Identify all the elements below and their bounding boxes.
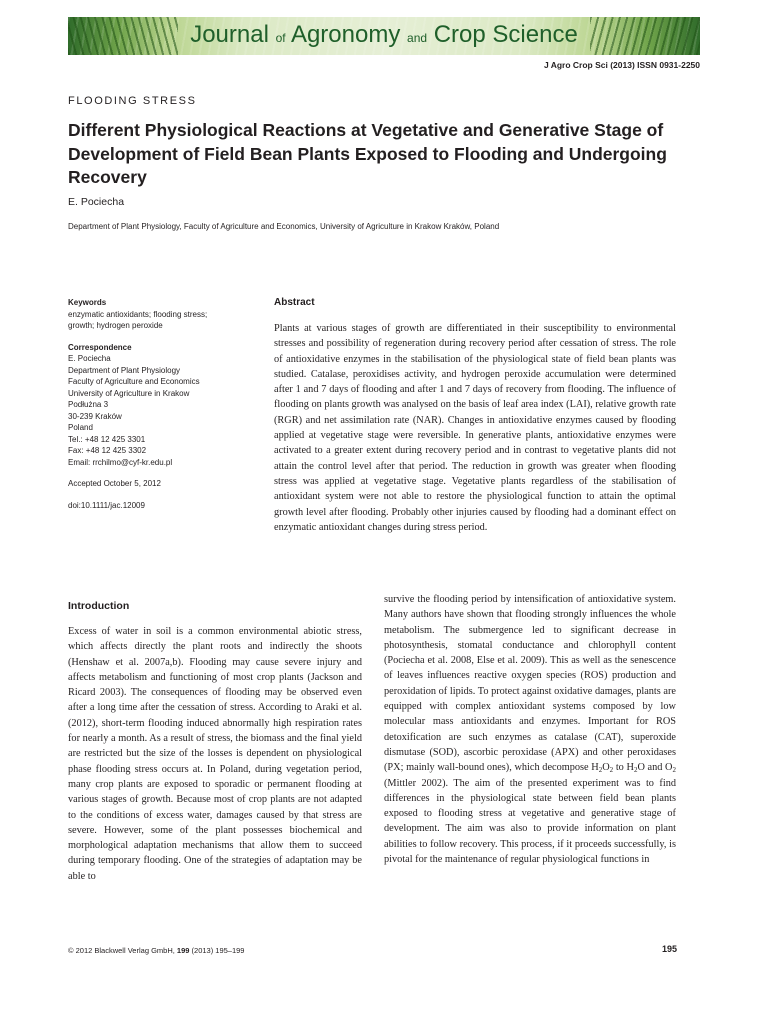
journal-issn: J Agro Crop Sci (2013) ISSN 0931-2250 (543, 60, 700, 70)
section-label: FLOODING STRESS (68, 95, 197, 107)
abstract-heading: Abstract (274, 297, 315, 308)
journal-banner (68, 17, 700, 55)
correspondence-line: Podłużna 3 (68, 400, 109, 409)
introduction-column-2: survive the flooding period by intensification of antioxidative system. Many authors have shown that flooding strongly influences the whole metabolism. The submergence led to significant decrease in photosynthesis, stomatal conductance and chlorophyll content (Pociecha et al. 2008, Else et al. 2009). This as well as the senescence of leaves influences reactive oxygen species (ROS) production and peroxidation of lipids. To protect against oxidative damages, plants are equipped with complex antioxidant systems composed by low molecular mass antioxidants and enzymes. Important for ROS detoxification are such enzymes as catalase (CAT), superoxide dismutase (SOD), ascorbic peroxidase (APX) and other peroxidases (PX; mainly wall-bound ones), which decompose $H_2O_2$ to $H_2O$ and $O_2$ (Mittler 2002). The aim of the presented experiment was to find differences in the physiological state between field bean plants exposed to flooding stress at vegetative and generative stage of development. The aim was also to provide information on plant abilities to follow recovery. This process, if it proceeds successfully, is pivotal for the maintenance of regular physiological functions in (384, 594, 676, 866)
correspondence-line: E. Pociecha (68, 354, 111, 363)
accepted-date: Accepted October 5, 2012 (68, 479, 161, 488)
introduction-column-1: Excess of water in soil is a common environmental abiotic stress, which affects directly the plant roots and indirectly the shoots (Henshaw et al. 2007a,b). Flooding may cause severe injury and affects metabolism and functioning of most crop plants (Jackson and Ricard 2003). The consequences of flooding may be observed even after a long time after the cessation of stress. According to Araki et al. (2012), short-term flooding induced abnormally high respiration rates for nearly a month. As a result of stress, the biomass and the final yield are restricted but the size of the losses is dependent on physiological phase flooding stress occurs at. In Poland, during vegetation period, many crop plants are exposed to sporadic or permanent flooding at various stages of growth. Because most of crop plants are not adapted to the conditions of excess water, damages caused by that stress are severe. However, some of the plant possesses biochemical and morphological adaptation mechanisms that allow them to succeed during temporary flooding. One of the strategies of adaptation may be able to (68, 626, 362, 882)
abstract-text: Plants at various stages of growth are differentiated in their susceptibility to environmental stresses and possibility of regeneration during recovery period after cessation of stress. The role of antioxidative enzymes in the stabilisation of the physiological state of field bean plants was studied. Catalase, peroxidises activity, and hydrogen peroxide accumulation were determined after 1 and 7 days of flooding and after 1 and 7 days of recovery from flooding. The influence of flooding on plants growth was analysed on the basis of leaf area index (LAI), relative growth rate (RGR) and net assimilation rate (NAR). Changes in antioxidative enzymes caused by flooding applied at vegetative stage were reversible. In generative plants, antioxidative enzymes were activated to a greater extent during recovery period and in contrast to vegetative plants did not attain the control level after that period. The reduction in growth was greater when flooding stress was applied at vegetative stage. Vegetative plants regardless of the stabilisation of antioxidant system were not able to restore the physiological function to attain the optimal growth level after flooding. Probably other injuries caused by flooding had a dominant effect on enzymatic antioxidant changes during stress period. (274, 323, 676, 533)
article-author: E. Pociecha (68, 196, 125, 208)
correspondence-line: Poland (68, 423, 93, 432)
correspondence-line: Tel.: +48 12 425 3301 (68, 434, 146, 444)
journal-title: Journal of Agronomy and Crop Science (190, 21, 578, 48)
keywords-heading: Keywords (68, 298, 107, 307)
correspondence-line: Department of Plant Physiology (68, 365, 181, 375)
footer-copyright: © 2012 Blackwell Verlag GmbH, 199 (2013) 195–199 (68, 946, 245, 955)
article-sidebar (68, 297, 258, 511)
correspondence-line: Fax: +48 12 425 3302 (68, 446, 147, 455)
doi-link[interactable]: doi:10.1111/jac.12009 (68, 500, 145, 510)
introduction-heading: Introduction (68, 600, 130, 612)
correspondence-line: University of Agriculture in Krakow (68, 388, 190, 398)
correspondence-line: 30-239 Kraków (68, 411, 122, 421)
correspondence-email[interactable]: Email: rrchilmo@cyf-kr.edu.pl (68, 457, 173, 467)
keywords-line: enzymatic antioxidants; flooding stress; (68, 309, 208, 319)
correspondence-line: Faculty of Agriculture and Economics (68, 377, 200, 386)
keywords-line: growth; hydrogen peroxide (68, 321, 163, 330)
page-number: 195 (661, 944, 677, 954)
article-title: Different Physiological Reactions at Vegetative and Generative Stage of Development of Field Bean Plants Exposed to Flooding and Undergoing Recovery (68, 120, 667, 187)
author-affiliation: Department of Plant Physiology, Faculty of Agriculture and Economics, University of Agriculture in Krakow Kraków, Poland (68, 222, 500, 231)
correspondence-heading: Correspondence (68, 342, 132, 352)
